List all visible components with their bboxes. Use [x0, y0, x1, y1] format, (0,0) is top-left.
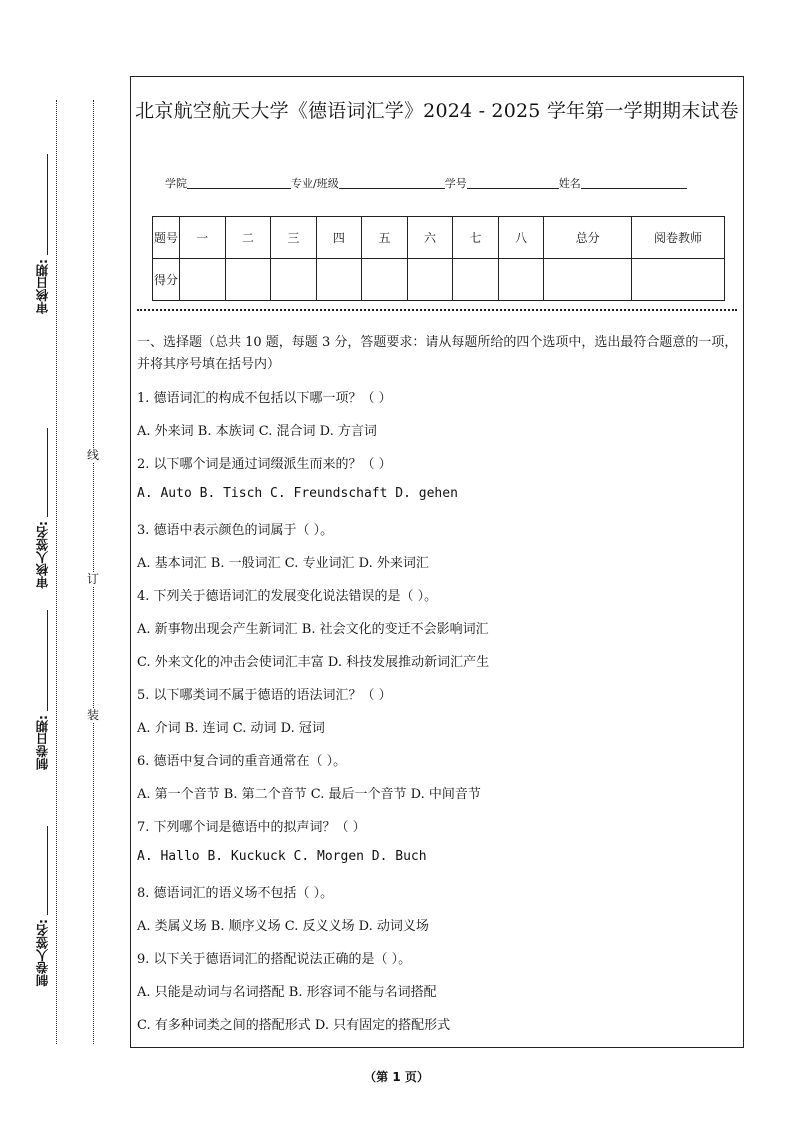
question-9-options-a: A. 只能是动词与名词搭配 B. 形容词不能与名词搭配: [137, 985, 437, 1000]
score-table-score-row: [153, 259, 725, 301]
col-total: 总分: [544, 217, 632, 259]
question-8-options: A. 类属义场 B. 顺序义场 C. 反义义场 D. 动词义场: [137, 919, 429, 934]
binding-mark-ding: 订: [86, 572, 99, 586]
score-row-label: 得分: [153, 259, 180, 301]
college-input[interactable]: [187, 176, 291, 189]
compiler-signature-field[interactable]: [31, 826, 55, 986]
compile-date-line: [47, 610, 48, 711]
question-7: 7. 下列哪个词是德语中的拟声词？（ ）: [137, 820, 366, 835]
exam-frame: [130, 76, 744, 1048]
question-4-options-b: C. 外来文化的冲击会使词汇丰富 D. 科技发展推动新词汇产生: [137, 655, 490, 670]
question-2-options: A. Auto B. Tisch C. Freundschaft D. gehen: [137, 486, 458, 501]
question-7-options: A. Hallo B. Kuckuck C. Morgen D. Buch: [137, 849, 427, 864]
question-1: 1. 德语词汇的构成不包括以下哪一项？（ ）: [137, 391, 392, 406]
score-cell[interactable]: [180, 259, 226, 301]
question-4: 4. 下列关于德语词汇的发展变化说法错误的是（ ）。: [137, 589, 438, 604]
review-date-label: 审核日期:: [35, 259, 50, 314]
question-9: 9. 以下关于德语词汇的搭配说法正确的是（ ）。: [137, 952, 412, 967]
question-3: 3. 德语中表示颜色的词属于（ ）。: [137, 523, 334, 538]
compiler-signature-line: [47, 826, 48, 915]
score-cell[interactable]: [271, 259, 317, 301]
compiler-signature-label: 制卷人签名:: [35, 918, 50, 986]
dotted-divider: [137, 309, 737, 311]
score-cell-total[interactable]: [544, 259, 632, 301]
student-id-label: 学号: [444, 177, 467, 190]
score-cell[interactable]: [225, 259, 271, 301]
compile-date-field[interactable]: [31, 610, 55, 770]
col-3: 三: [271, 217, 317, 259]
binding-mark-zhuang: 装: [86, 708, 99, 722]
reviewer-signature-label: 审核人签名:: [35, 520, 50, 588]
col-grader: 阅卷教师: [632, 217, 725, 259]
score-cell[interactable]: [453, 259, 499, 301]
score-table-header-row: [153, 217, 725, 259]
student-info-row: [165, 175, 687, 191]
question-1-options: A. 外来词 B. 本族词 C. 混合词 D. 方言词: [137, 424, 377, 439]
question-5: 5. 以下哪类词不属于德语的语法词汇？（ ）: [137, 688, 392, 703]
col-6: 六: [407, 217, 453, 259]
score-table: [152, 216, 725, 301]
reviewer-signature-line: [47, 428, 48, 517]
question-6-options: A. 第一个音节 B. 第二个音节 C. 最后一个音节 D. 中间音节: [137, 787, 481, 802]
review-date-field[interactable]: [31, 154, 55, 314]
question-6: 6. 德语中复合词的重音通常在（ ）。: [137, 754, 347, 769]
binding-mark-xian: 线: [86, 448, 99, 462]
score-cell[interactable]: [362, 259, 408, 301]
col-4: 四: [316, 217, 362, 259]
student-id-input[interactable]: [467, 176, 559, 189]
col-5: 五: [362, 217, 408, 259]
score-cell[interactable]: [407, 259, 453, 301]
exam-title: 北京航空航天大学《德语词汇学》2024 - 2025 学年第一学期期末试卷: [135, 100, 739, 122]
question-9-options-b: C. 有多种词类之间的搭配形式 D. 只有固定的搭配形式: [137, 1018, 451, 1033]
col-8: 八: [498, 217, 544, 259]
question-8: 8. 德语词汇的语义场不包括（ ）。: [137, 886, 334, 901]
major-class-input[interactable]: [339, 176, 445, 189]
score-cell[interactable]: [498, 259, 544, 301]
binding-line-outer: [56, 100, 57, 1044]
reviewer-signature-field[interactable]: [31, 428, 55, 588]
section-heading: 一、选择题（总共 10 题，每题 3 分，答题要求：请从每题所给的四个选项中，选出最符合题意的一项，并将其序号填在括号内）: [137, 335, 738, 372]
score-cell[interactable]: [316, 259, 362, 301]
college-label: 学院: [165, 177, 187, 190]
name-input[interactable]: [581, 176, 687, 189]
question-2: 2. 以下哪个词是通过词缀派生而来的？（ ）: [137, 457, 392, 472]
question-5-options: A. 介词 B. 连词 C. 动词 D. 冠词: [137, 721, 325, 736]
question-number-header: 题号: [153, 217, 180, 259]
major-class-label: 专业/班级: [291, 177, 339, 190]
review-date-line: [47, 154, 48, 255]
question-4-options-a: A. 新事物出现会产生新词汇 B. 社会文化的变迁不会影响词汇: [137, 622, 489, 637]
page-number: （第 1 页）: [364, 1070, 429, 1084]
col-2: 二: [225, 217, 271, 259]
col-1: 一: [180, 217, 226, 259]
col-7: 七: [453, 217, 499, 259]
compile-date-label: 制卷日期:: [35, 715, 50, 770]
name-label: 姓名: [558, 177, 581, 190]
score-cell-grader[interactable]: [632, 259, 725, 301]
question-3-options: A. 基本词汇 B. 一般词汇 C. 专业词汇 D. 外来词汇: [137, 556, 429, 571]
